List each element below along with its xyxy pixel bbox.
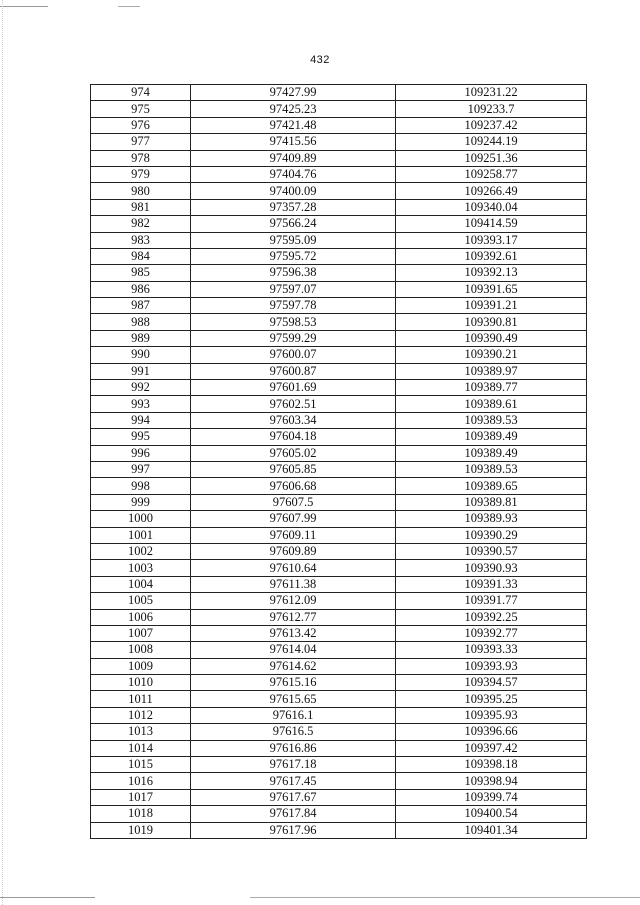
left-margin-dots [2, 0, 3, 905]
y-coordinate-cell: 109400.54 [396, 806, 587, 822]
point-number-cell: 974 [91, 85, 191, 101]
y-coordinate-cell: 109414.59 [396, 216, 587, 232]
table-row [91, 314, 587, 330]
point-number-cell: 992 [91, 380, 191, 396]
table-row [91, 576, 587, 592]
y-coordinate-cell: 109392.13 [396, 265, 587, 281]
y-coordinate-cell: 109389.49 [396, 445, 587, 461]
y-coordinate-cell: 109391.65 [396, 281, 587, 297]
bottom-scan-rule [0, 897, 95, 898]
x-coordinate-cell: 97597.78 [191, 298, 396, 314]
y-coordinate-cell: 109394.57 [396, 675, 587, 691]
x-coordinate-cell: 97611.38 [191, 576, 396, 592]
x-coordinate-cell: 97607.99 [191, 511, 396, 527]
y-coordinate-cell: 109395.93 [396, 707, 587, 723]
x-coordinate-cell: 97612.09 [191, 593, 396, 609]
table-row [91, 822, 587, 838]
y-coordinate-cell: 109396.66 [396, 724, 587, 740]
point-number-cell: 1000 [91, 511, 191, 527]
y-coordinate-cell: 109389.97 [396, 363, 587, 379]
point-number-cell: 979 [91, 166, 191, 182]
y-coordinate-cell: 109401.34 [396, 822, 587, 838]
point-number-cell: 990 [91, 347, 191, 363]
point-number-cell: 985 [91, 265, 191, 281]
y-coordinate-cell: 109251.36 [396, 150, 587, 166]
x-coordinate-cell: 97610.64 [191, 560, 396, 576]
x-coordinate-cell: 97598.53 [191, 314, 396, 330]
bottom-scan-rule-long [250, 897, 640, 898]
y-coordinate-cell: 109393.93 [396, 658, 587, 674]
point-number-cell: 983 [91, 232, 191, 248]
point-number-cell: 1001 [91, 527, 191, 543]
x-coordinate-cell: 97616.5 [191, 724, 396, 740]
table-row [91, 806, 587, 822]
y-coordinate-cell: 109399.74 [396, 789, 587, 805]
x-coordinate-cell: 97605.02 [191, 445, 396, 461]
table-row [91, 150, 587, 166]
x-coordinate-cell: 97609.89 [191, 543, 396, 559]
point-number-cell: 987 [91, 298, 191, 314]
table-row [91, 265, 587, 281]
x-coordinate-cell: 97566.24 [191, 216, 396, 232]
coordinate-table-body [91, 85, 587, 839]
table-row [91, 101, 587, 117]
x-coordinate-cell: 97615.65 [191, 691, 396, 707]
x-coordinate-cell: 97607.5 [191, 494, 396, 510]
point-number-cell: 995 [91, 429, 191, 445]
point-number-cell: 993 [91, 396, 191, 412]
point-number-cell: 999 [91, 494, 191, 510]
table-row [91, 625, 587, 641]
y-coordinate-cell: 109392.25 [396, 609, 587, 625]
point-number-cell: 976 [91, 117, 191, 133]
y-coordinate-cell: 109390.57 [396, 543, 587, 559]
x-coordinate-cell: 97601.69 [191, 380, 396, 396]
y-coordinate-cell: 109244.19 [396, 134, 587, 150]
y-coordinate-cell: 109393.17 [396, 232, 587, 248]
x-coordinate-cell: 97357.28 [191, 199, 396, 215]
point-number-cell: 1004 [91, 576, 191, 592]
point-number-cell: 1007 [91, 625, 191, 641]
x-coordinate-cell: 97603.34 [191, 412, 396, 428]
y-coordinate-cell: 109233.7 [396, 101, 587, 117]
y-coordinate-cell: 109389.81 [396, 494, 587, 510]
table-row [91, 298, 587, 314]
x-coordinate-cell: 97617.45 [191, 773, 396, 789]
table-row [91, 789, 587, 805]
x-coordinate-cell: 97613.42 [191, 625, 396, 641]
y-coordinate-cell: 109231.22 [396, 85, 587, 101]
table-row [91, 412, 587, 428]
y-coordinate-cell: 109389.77 [396, 380, 587, 396]
x-coordinate-cell: 97409.89 [191, 150, 396, 166]
x-coordinate-cell: 97614.04 [191, 642, 396, 658]
point-number-cell: 1017 [91, 789, 191, 805]
table-row [91, 675, 587, 691]
point-number-cell: 1002 [91, 543, 191, 559]
table-row [91, 199, 587, 215]
x-coordinate-cell: 97617.18 [191, 757, 396, 773]
point-number-cell: 980 [91, 183, 191, 199]
table-row [91, 445, 587, 461]
y-coordinate-cell: 109266.49 [396, 183, 587, 199]
y-coordinate-cell: 109390.29 [396, 527, 587, 543]
x-coordinate-cell: 97606.68 [191, 478, 396, 494]
point-number-cell: 978 [91, 150, 191, 166]
y-coordinate-cell: 109390.49 [396, 330, 587, 346]
point-number-cell: 998 [91, 478, 191, 494]
y-coordinate-cell: 109393.33 [396, 642, 587, 658]
y-coordinate-cell: 109391.21 [396, 298, 587, 314]
x-coordinate-cell: 97604.18 [191, 429, 396, 445]
y-coordinate-cell: 109392.77 [396, 625, 587, 641]
table-row [91, 347, 587, 363]
y-coordinate-cell: 109390.93 [396, 560, 587, 576]
point-number-cell: 1014 [91, 740, 191, 756]
x-coordinate-cell: 97616.1 [191, 707, 396, 723]
table-row [91, 642, 587, 658]
x-coordinate-cell: 97596.38 [191, 265, 396, 281]
y-coordinate-cell: 109398.94 [396, 773, 587, 789]
point-number-cell: 1018 [91, 806, 191, 822]
point-number-cell: 997 [91, 461, 191, 477]
y-coordinate-cell: 109397.42 [396, 740, 587, 756]
point-number-cell: 989 [91, 330, 191, 346]
x-coordinate-cell: 97614.62 [191, 658, 396, 674]
point-number-cell: 975 [91, 101, 191, 117]
table-row [91, 543, 587, 559]
table-row [91, 461, 587, 477]
table-row [91, 429, 587, 445]
x-coordinate-cell: 97404.76 [191, 166, 396, 182]
x-coordinate-cell: 97617.96 [191, 822, 396, 838]
x-coordinate-cell: 97617.84 [191, 806, 396, 822]
point-number-cell: 1009 [91, 658, 191, 674]
table-row [91, 609, 587, 625]
table-row [91, 691, 587, 707]
point-number-cell: 982 [91, 216, 191, 232]
y-coordinate-cell: 109391.33 [396, 576, 587, 592]
point-number-cell: 994 [91, 412, 191, 428]
table-row [91, 380, 587, 396]
x-coordinate-cell: 97615.16 [191, 675, 396, 691]
table-row [91, 511, 587, 527]
x-coordinate-cell: 97599.29 [191, 330, 396, 346]
coordinate-table [90, 84, 587, 839]
y-coordinate-cell: 109389.65 [396, 478, 587, 494]
top-scan-rule-short [118, 6, 140, 7]
y-coordinate-cell: 109395.25 [396, 691, 587, 707]
table-row [91, 740, 587, 756]
x-coordinate-cell: 97595.72 [191, 248, 396, 264]
point-number-cell: 984 [91, 248, 191, 264]
table-row [91, 658, 587, 674]
point-number-cell: 1015 [91, 757, 191, 773]
table-row [91, 707, 587, 723]
point-number-cell: 988 [91, 314, 191, 330]
point-number-cell: 1011 [91, 691, 191, 707]
table-row [91, 560, 587, 576]
x-coordinate-cell: 97600.07 [191, 347, 396, 363]
y-coordinate-cell: 109340.04 [396, 199, 587, 215]
x-coordinate-cell: 97425.23 [191, 101, 396, 117]
point-number-cell: 1005 [91, 593, 191, 609]
point-number-cell: 991 [91, 363, 191, 379]
point-number-cell: 981 [91, 199, 191, 215]
point-number-cell: 986 [91, 281, 191, 297]
y-coordinate-cell: 109389.61 [396, 396, 587, 412]
y-coordinate-cell: 109390.21 [396, 347, 587, 363]
table-row [91, 232, 587, 248]
table-row [91, 216, 587, 232]
y-coordinate-cell: 109389.53 [396, 412, 587, 428]
point-number-cell: 996 [91, 445, 191, 461]
point-number-cell: 1013 [91, 724, 191, 740]
x-coordinate-cell: 97605.85 [191, 461, 396, 477]
table-row [91, 478, 587, 494]
x-coordinate-cell: 97600.87 [191, 363, 396, 379]
table-row [91, 757, 587, 773]
table-row [91, 85, 587, 101]
x-coordinate-cell: 97602.51 [191, 396, 396, 412]
table-row [91, 183, 587, 199]
table-row [91, 527, 587, 543]
table-row [91, 396, 587, 412]
table-row [91, 593, 587, 609]
x-coordinate-cell: 97415.56 [191, 134, 396, 150]
page-number: 432 [310, 54, 330, 66]
table-row [91, 281, 587, 297]
table-row [91, 363, 587, 379]
x-coordinate-cell: 97612.77 [191, 609, 396, 625]
point-number-cell: 1008 [91, 642, 191, 658]
point-number-cell: 1016 [91, 773, 191, 789]
table-row [91, 330, 587, 346]
point-number-cell: 1019 [91, 822, 191, 838]
x-coordinate-cell: 97609.11 [191, 527, 396, 543]
table-row [91, 117, 587, 133]
x-coordinate-cell: 97616.86 [191, 740, 396, 756]
table-row [91, 248, 587, 264]
top-scan-rule [0, 6, 48, 7]
point-number-cell: 1003 [91, 560, 191, 576]
y-coordinate-cell: 109390.81 [396, 314, 587, 330]
y-coordinate-cell: 109389.53 [396, 461, 587, 477]
table-row [91, 773, 587, 789]
table-row [91, 134, 587, 150]
y-coordinate-cell: 109398.18 [396, 757, 587, 773]
x-coordinate-cell: 97595.09 [191, 232, 396, 248]
y-coordinate-cell: 109237.42 [396, 117, 587, 133]
y-coordinate-cell: 109258.77 [396, 166, 587, 182]
x-coordinate-cell: 97597.07 [191, 281, 396, 297]
table-row [91, 166, 587, 182]
y-coordinate-cell: 109389.49 [396, 429, 587, 445]
table-row [91, 724, 587, 740]
table-row [91, 494, 587, 510]
point-number-cell: 977 [91, 134, 191, 150]
y-coordinate-cell: 109389.93 [396, 511, 587, 527]
y-coordinate-cell: 109392.61 [396, 248, 587, 264]
x-coordinate-cell: 97421.48 [191, 117, 396, 133]
point-number-cell: 1012 [91, 707, 191, 723]
x-coordinate-cell: 97617.67 [191, 789, 396, 805]
x-coordinate-cell: 97400.09 [191, 183, 396, 199]
point-number-cell: 1010 [91, 675, 191, 691]
x-coordinate-cell: 97427.99 [191, 85, 396, 101]
point-number-cell: 1006 [91, 609, 191, 625]
y-coordinate-cell: 109391.77 [396, 593, 587, 609]
